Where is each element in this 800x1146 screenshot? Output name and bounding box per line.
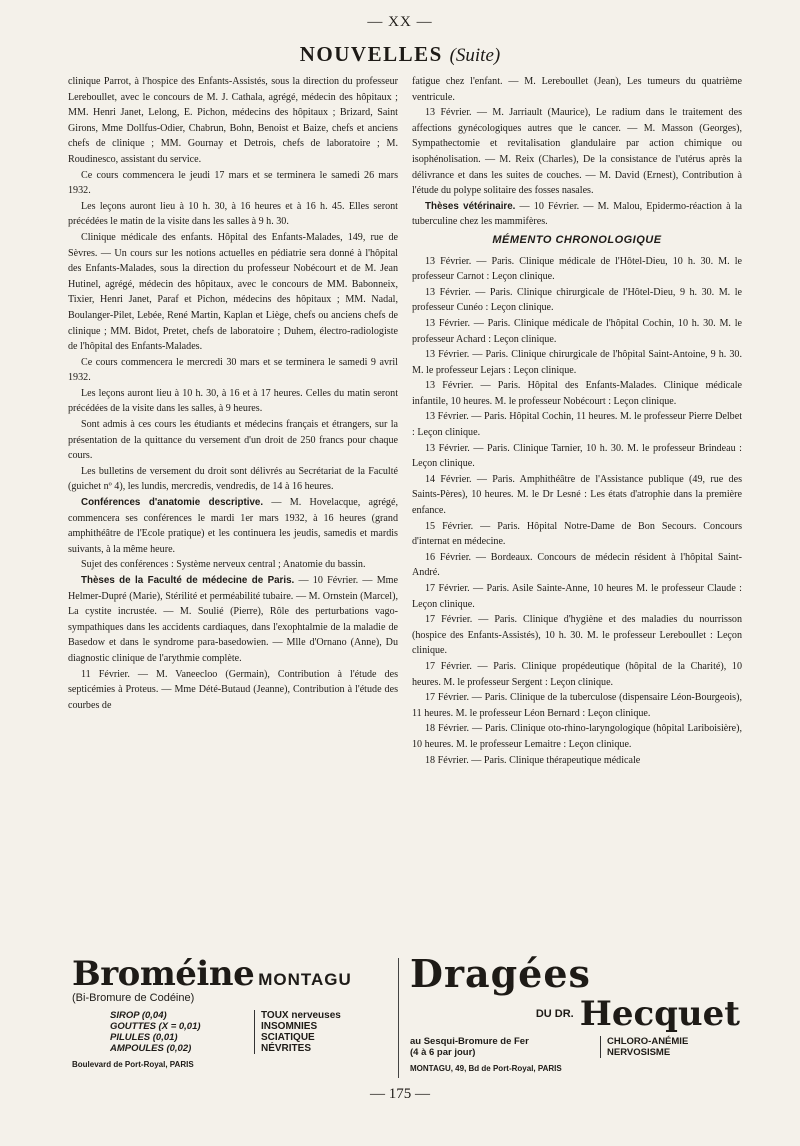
memento-entry: 17 Février. — Paris. Clinique de la tuberculose (dispensaire Léon-Bourgeois), 11 heures. M. le professeur Léon Bernard : Leçon clinique. xyxy=(412,692,742,719)
memento-entry: 13 Février. — Paris. Clinique chirurgicale de l'Hôtel-Dieu, 9 h. 30. M. le professeur Cunéo : Leçon clinique. xyxy=(412,286,742,314)
title-suite: (Suite) xyxy=(449,45,501,66)
bromeine-doses xyxy=(72,1010,250,1054)
memento-entry: 16 Février. — Bordeaux. Concours de médecin résident à l'hôpital Saint-André. xyxy=(412,551,742,579)
paragraph: Ce cours commencera le jeudi 17 mars et se terminera le samedi 26 mars 1932. xyxy=(68,169,398,197)
memento-entry: 17 Février. — Paris. Clinique propédeutique (hôpital de la Charité), 10 heures. M. le professeur Sergent : Leçon clinique. xyxy=(412,660,742,688)
bromeine-name: Broméine xyxy=(72,954,255,994)
paragraph: fatigue chez l'enfant. — M. Lereboullet (Jean), Les tumeurs du quatrième ventricule. xyxy=(412,76,742,103)
memento-heading: MÉMENTO CHRONOLOGIQUE xyxy=(492,233,662,246)
bromeine-address: Boulevard de Port-Royal, PARIS xyxy=(72,1060,194,1069)
paragraph: 13 Février. — M. Jarriault (Maurice), Le radium dans le traitement des affections gynécologiques autres que le cancer. — M. Masson (Georges), Sympathectomie et revitalisation glandulaire par action chimique ou isophénolisation. — M. Reix (Charles), De la consistance de l'utérus après la délivrance et dans les suites de couches. — M. David (Ernest), Contribution à l'étude du polype solitaire des fosses nasales. xyxy=(412,107,742,197)
memento-entry: 13 Février. — Paris. Clinique médicale de l'Hôtel-Dieu, 10 h. 30. M. le professeur Carnot : Leçon clinique. xyxy=(412,255,742,283)
conferences-heading: Conférences d'anatomie descriptive. xyxy=(81,497,264,509)
memento-entry: 13 Février. — Paris. Hôpital des Enfants-Malades. Clinique médicale infantile, 10 heures. M. le professeur Nobécourt : Leçon clinique. xyxy=(412,380,742,407)
memento-entry: 13 Février. — Paris. Clinique médicale de l'hôpital Cochin, 10 h. 30. M. le professeur Achard : Leçon clinique. xyxy=(412,317,742,345)
memento-entry: 13 Février. — Paris. Hôpital Cochin, 11 heures. M. le professeur Pierre Delbet : Leçon clinique. xyxy=(412,411,742,439)
paragraph: Sont admis à ces cours les étudiants et médecins français et étrangers, sur la présentation de la quittance du versement d'un droit de 250 francs pour chaque cours. xyxy=(68,419,398,462)
paragraph: Les leçons auront lieu à 10 h. 30, à 16 et à 17 heures. Celles du matin seront précédées de la visite dans les salles, à 9 heures. xyxy=(68,387,398,415)
bromeine-maker: MONTAGU xyxy=(258,970,352,989)
paragraph xyxy=(412,199,742,230)
dragees-du: DU DR. xyxy=(535,1007,574,1020)
indication-line: NÉVRITES xyxy=(261,1043,312,1054)
dragees-details xyxy=(410,1036,740,1058)
theses-vet-heading: Thèses vétérinaire. xyxy=(425,200,516,212)
memento-entry: 13 Février. — Paris. Clinique chirurgicale de l'hôpital Saint-Antoine, 9 h. 30. M. le professeur Lejars : Leçon clinique. xyxy=(412,349,742,376)
left-column xyxy=(68,74,398,954)
paragraph: Les leçons auront lieu à 10 h. 30, à 16 heures et à 16 h. 45. Elles seront précédées le matin de la visite dans les salles à 9 h. 30. xyxy=(68,200,398,228)
indication-line: CHLORO-ANÉMIE xyxy=(607,1036,689,1047)
composition-line: au Sesqui-Bromure de Fer xyxy=(410,1036,529,1047)
ad-divider xyxy=(398,958,399,1078)
theses-heading: Thèses de la Faculté de médecine de Paris. xyxy=(81,575,295,586)
paragraph: Les bulletins de versement du droit sont délivrés au Secrétariat de la Faculté (guichet nº 4), les lundis, mercredis, vendredis, de 14 à 16 heures. xyxy=(68,465,398,493)
indication-line: TOUX nerveuses xyxy=(261,1010,341,1021)
dragees-indications xyxy=(600,1036,688,1058)
page-roman-numeral: — XX — xyxy=(367,14,433,30)
right-column xyxy=(412,74,742,954)
paragraph xyxy=(68,573,398,667)
dragees-advertisement xyxy=(410,954,740,1084)
dose-line: (4 à 6 par jour) xyxy=(410,1047,476,1058)
memento-entry: 14 Février. — Paris. Amphithéâtre de l'Assistance publique (49, rue des Saints-Pères), 10 heures. M. le Dr Lesné : Les états d'atrophie dans la première enfance. xyxy=(412,473,742,517)
bromeine-details xyxy=(72,1010,390,1054)
bromeine-subtitle: (Bi-Bromure de Codéine) xyxy=(72,992,195,1004)
memento-entry: 15 Février. — Paris. Hôpital Notre-Dame de Bon Secours. Concours d'internat en médecine. xyxy=(412,520,742,548)
memento-entry: 17 Février. — Paris. Asile Sainte-Anne, 10 heures M. le professeur Claude : Leçon clinique. xyxy=(412,583,742,610)
dose-line: AMPOULES (0,02) xyxy=(110,1043,192,1054)
paragraph xyxy=(68,495,398,557)
dragees-doctor-name: Hecquet xyxy=(579,994,740,1034)
indication-line: SCIATIQUE xyxy=(261,1032,315,1043)
indication-line: NERVOSISME xyxy=(607,1047,671,1058)
conferences-text: — M. Hovelacque, agrégé, commencera ses conférences le mardi 1er mars 1932, à 16 heures (grand amphithéâtre de l'Ecole pratique) et les continuera les jeudis, samedis et mardis suivants, à la même heure. xyxy=(68,497,398,555)
memento-entry: 18 Février. — Paris. Clinique oto-rhino-laryngologique (hôpital Lariboisière), 10 heures. M. le professeur Lemaitre : Leçon clinique. xyxy=(412,723,742,750)
dose-line: GOUTTES (X = 0,01) xyxy=(110,1021,201,1032)
bromeine-brand xyxy=(72,954,390,994)
indication-line: INSOMNIES xyxy=(261,1021,318,1032)
dragees-composition xyxy=(410,1036,600,1058)
memento-entry: 17 Février. — Paris. Clinique d'hygiène et des maladies du nourrisson (hospice des Enfants-Assistés), 10 h. 30. M. le professeur Lereboullet : Leçon clinique. xyxy=(412,614,742,657)
dose-line: PILULES (0,01) xyxy=(110,1032,178,1043)
paragraph: Sujet des conférences : Système nerveux central ; Anatomie du bassin. xyxy=(81,559,366,571)
paragraph: Ce cours commencera le mercredi 30 mars et se terminera le samedi 9 avril 1932. xyxy=(68,356,398,384)
paragraph: 11 Février. — M. Vaneecloo (Germain), Contribution à l'étude des septicémies à Proteus. — Mme Dété-Butaud (Jeanne), Contribution à l'étude des courbes de xyxy=(68,668,398,711)
paragraph: clinique Parrot, à l'hospice des Enfants-Assistés, sous la direction du professeur Lereboullet, avec le concours de M. J. Cathala, agrégé, médecin des hôpitaux ; MM. Henri Janet, Lelong, E. Pichon, médecins des hôpitaux ; Brizard, Saint Girons, Mme Dollfus-Odier, Chabrun, Bohn, Benoist et Baize, chefs et anciens chefs de clinique ; MM. Gournay et Detrois, chefs de laboratoire ; M. Roudinesco, assistant du service. xyxy=(68,76,398,165)
memento-entry: 13 Février. — Paris. Clinique Tarnier, 10 h. 30. M. le professeur Brindeau : Leçon clinique. xyxy=(412,442,742,470)
theses-vet-text: — 10 Février. — M. Malou, Epidermo-réaction à la tuberculine chez les mammifères. xyxy=(412,200,742,228)
bromeine-indications xyxy=(254,1010,341,1054)
bromeine-advertisement xyxy=(72,954,390,1084)
page-number: — 175 — xyxy=(370,1086,430,1102)
paragraph: Clinique médicale des enfants. Hôpital des Enfants-Malades, 149, rue de Sèvres. — Un cours sur les notions actuelles en pédiatrie sera donné à l'hôpital des Enfants-Malades, sous la direction du professeur Nobécourt et de M. Jean Hutinel, agrégé, médecin des hôpitaux, avec le concours de MM. Babonneix, Tixier, Henri Janet, Paraf et Pichon, médecins des hôpitaux ; MM. Nadal, Boulanger-Pilet, Lebée, René Martin, Kaplan et Liège, chefs ou anciens chefs de clinique ; MM. Bidot, Pretet, chefs de laboratoire ; Duhem, électro-radiologiste de l'hôpital des Enfants-Malades. xyxy=(68,231,398,353)
dragees-address: MONTAGU, 49, Bd de Port-Royal, PARIS xyxy=(410,1064,562,1073)
section-title xyxy=(0,42,800,67)
theses-text: — 10 Février. — Mme Helmer-Dupré (Marie), Stérilité et perméabilité tubaire. — M. Ornstein (Marcel), La cystite incrustée. — M. Soulié (Pierre), Rôle des perturbations vago-sympathiques dans les accidents cardiaques, dans l'exophtalmie de la maladie de Basedow et dans le syndrome para-basedowien. — Mlle d'Ornano (Anne), Du diagnostic clinique de l'arythmie complète. xyxy=(68,575,398,664)
memento-entry: 18 Février. — Paris. Clinique thérapeutique médicale xyxy=(425,754,641,766)
dose-line: SIROP (0,04) xyxy=(110,1010,167,1021)
dragees-brand: Dragées xyxy=(410,954,591,996)
title-text: NOUVELLES xyxy=(299,42,443,66)
dragees-doctor xyxy=(410,994,740,1034)
